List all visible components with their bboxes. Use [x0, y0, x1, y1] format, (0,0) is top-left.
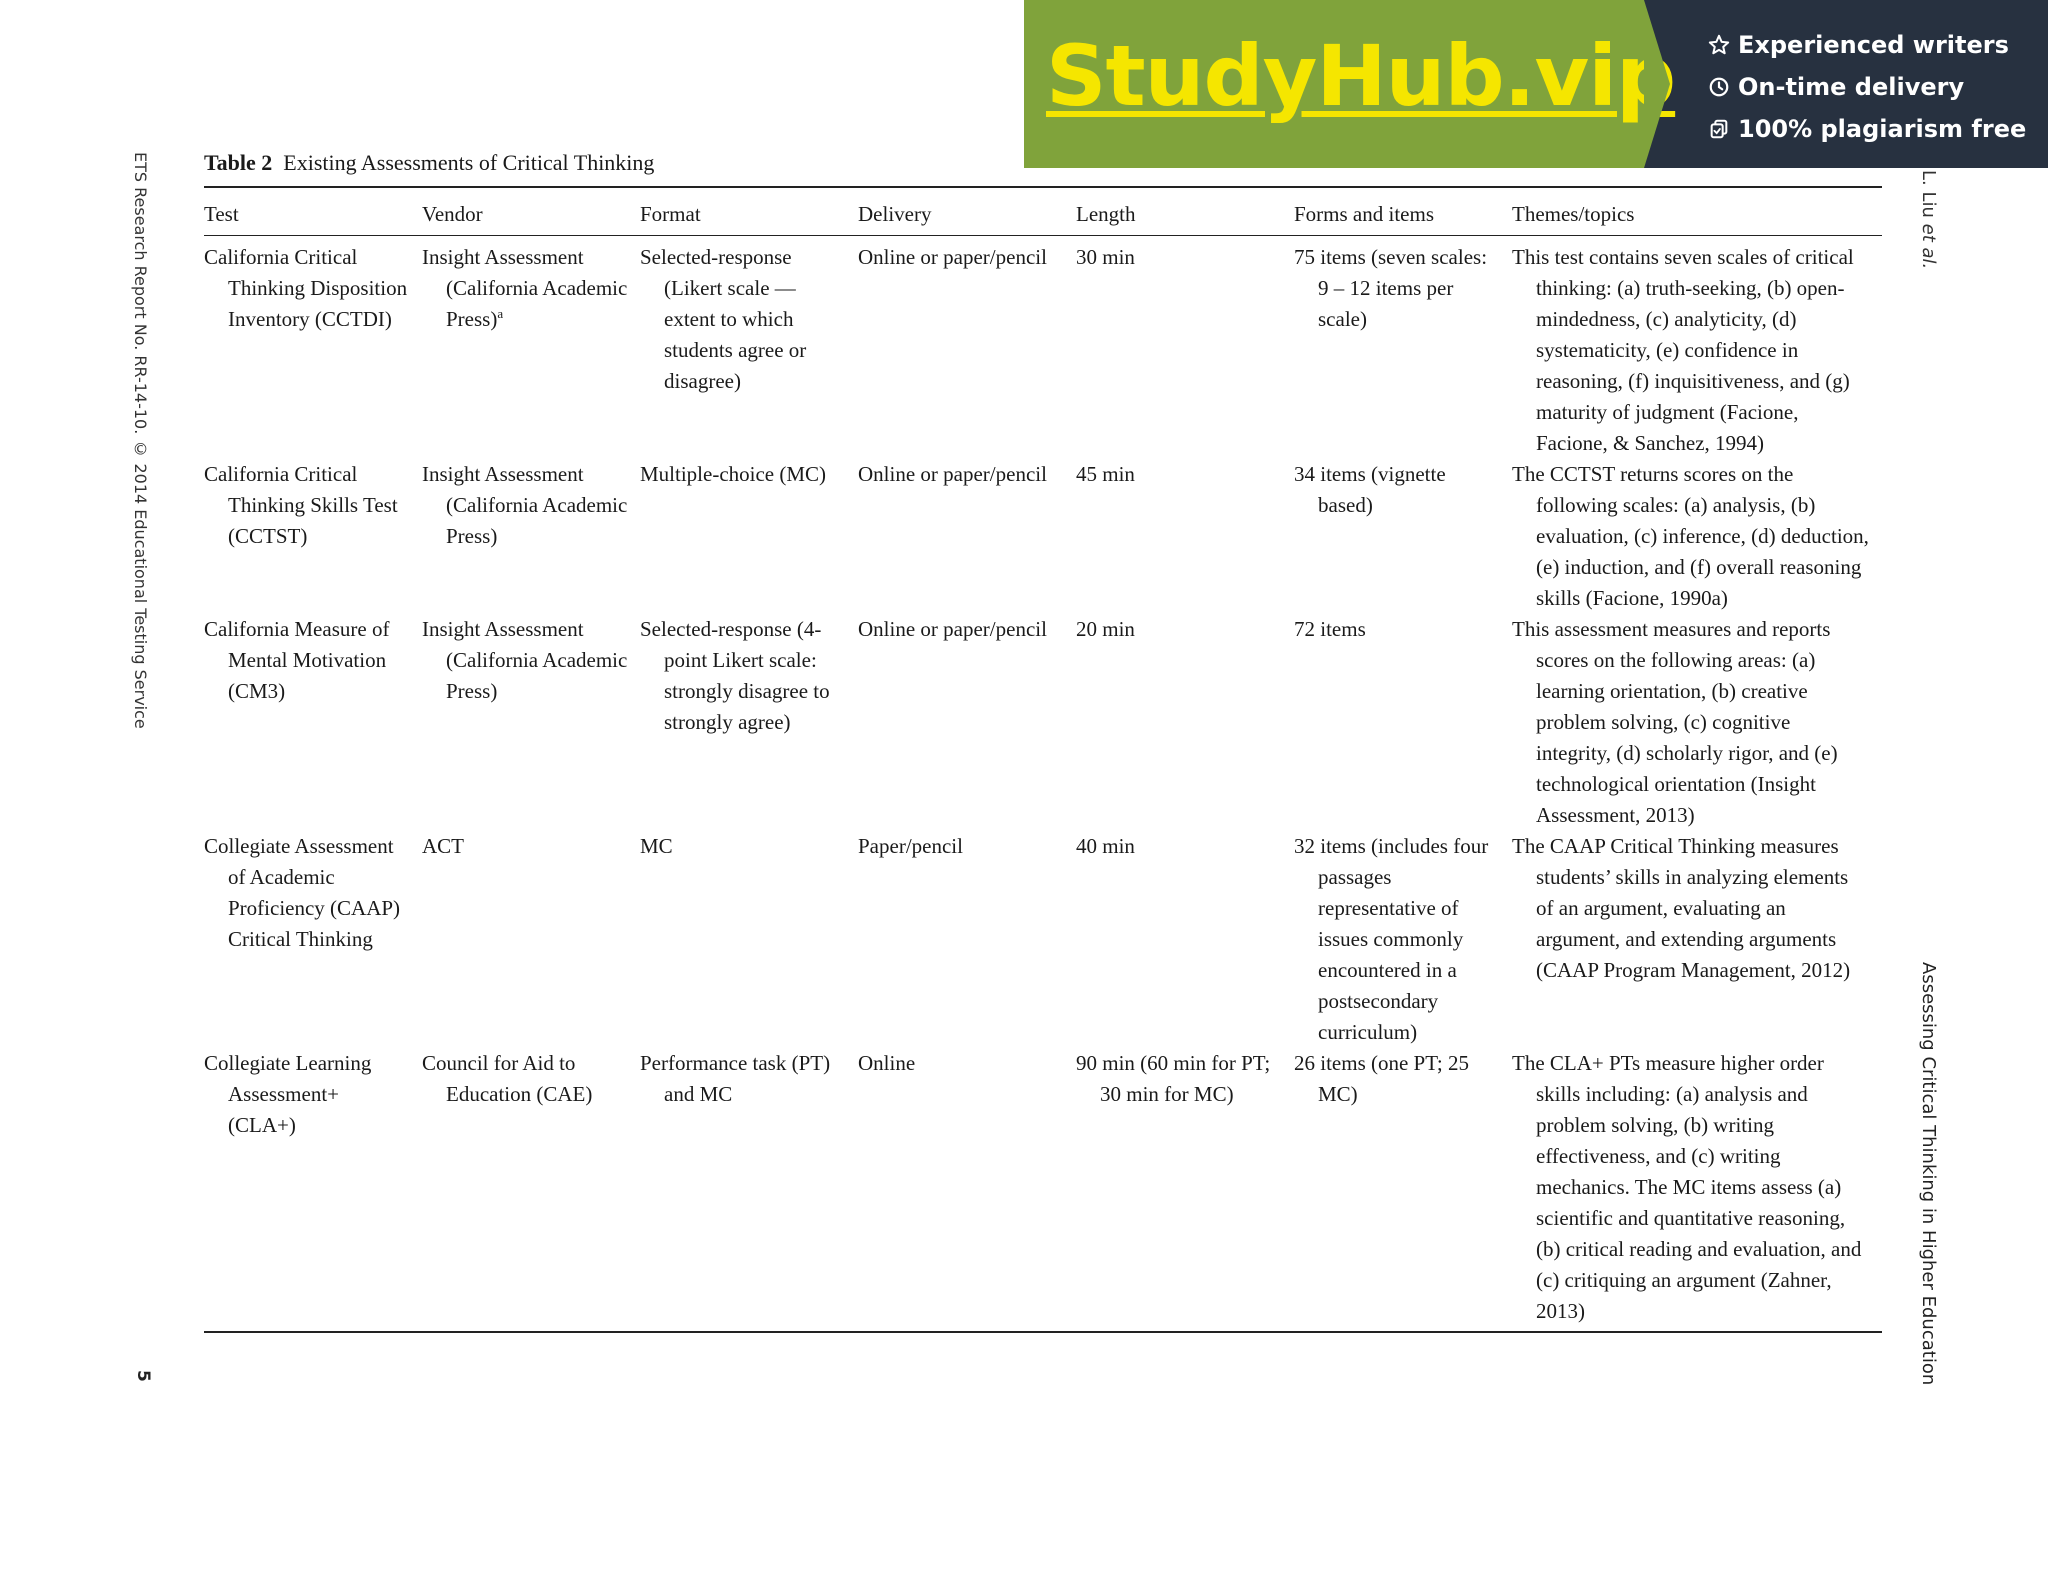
- cell-themes: This assessment measures and reports scores on the following areas: (a) learning orientation, (b) creative problem solving, (c) cognitive integrity, (d) scholarly rigor, and (e) technological orientation (Insight Assessment, 2013): [1512, 617, 1838, 827]
- cell-vendor: Council for Aid to Education (CAE): [422, 1051, 593, 1106]
- cell-test: California Critical Thinking Skills Test (CCTST): [204, 462, 398, 548]
- studyhub-logo[interactable]: StudyHub.vip: [1046, 27, 1676, 125]
- running-title: Assessing Critical Thinking in Higher Education: [1918, 962, 1939, 1386]
- table-row: [204, 1048, 1882, 1332]
- header-themes: Themes/topics: [1512, 202, 1635, 226]
- cell-test: Collegiate Learning Assessment+ (CLA+): [204, 1051, 372, 1137]
- cell-delivery: Online or paper/pencil: [858, 245, 1047, 269]
- author-name: L. Liu: [1918, 170, 1939, 218]
- author-running-head: [1918, 170, 1939, 269]
- left-margin: [131, 152, 151, 729]
- clock-icon: [1708, 76, 1730, 98]
- table-row: [204, 831, 1882, 1048]
- cell-themes: The CLA+ PTs measure higher order skills including: (a) analysis and problem solving, (b) writing effectiveness, and (c) writing mechanics. The MC items assess (a) scientific and quantitative reasoning, (b) critical reading and evaluation, and (c) critiquing an argument (Zahner, 2013): [1512, 1051, 1862, 1323]
- cell-length: 90 min (60 min for PT; 30 min for MC): [1076, 1051, 1271, 1106]
- cell-themes: This test contains seven scales of critical thinking: (a) truth-seeking, (b) open-mindedness, (c) analyticity, (d) systematicity, (e) confidence in reasoning, (f) inquisitiveness, and (g) maturity of judgment (Facione, Facione, & Sanchez, 1994): [1512, 245, 1854, 455]
- cell-format: Performance task (PT) and MC: [640, 1051, 831, 1106]
- report-footer: ETS Research Report No. RR-14-10. © 2014 Educational Testing Service: [131, 152, 150, 729]
- header-forms: Forms and items: [1294, 202, 1434, 226]
- assessments-table-wrapper: [204, 186, 1882, 1333]
- page-number: 5: [133, 1370, 153, 1382]
- banner-logo-panel: [1024, 0, 1676, 168]
- table-title: Existing Assessments of Critical Thinking: [283, 150, 655, 175]
- cell-test: California Measure of Mental Motivation (CM3): [204, 617, 390, 703]
- cell-delivery: Online or paper/pencil: [858, 617, 1047, 641]
- banner-feature-delivery: [1708, 66, 2026, 108]
- cell-delivery: Online: [858, 1051, 916, 1075]
- table-row: [204, 459, 1882, 614]
- cell-vendor: Insight Assessment (California Academic Press): [422, 462, 628, 548]
- table-header-row: [204, 187, 1882, 236]
- header-delivery: Delivery: [858, 202, 932, 226]
- cell-length: 40 min: [1076, 834, 1135, 858]
- banner-feature-writers: [1708, 24, 2026, 66]
- cell-vendor: [422, 242, 628, 335]
- banner-feature-label: 100% plagiarism free: [1738, 115, 2027, 143]
- cell-forms: 26 items (one PT; 25 MC): [1294, 1051, 1469, 1106]
- banner-feature-plagiarism: [1708, 108, 2026, 150]
- banner-feature-list: [1708, 24, 2026, 150]
- author-suffix: et al.: [1918, 223, 1939, 270]
- cell-format: Selected-response (4-point Likert scale: strongly disagree to strongly agree): [640, 617, 830, 734]
- table-label: Table 2: [204, 150, 273, 175]
- cell-length: 30 min: [1076, 245, 1135, 269]
- table-row: [204, 236, 1882, 460]
- header-vendor: Vendor: [422, 202, 483, 226]
- banner-feature-label: Experienced writers: [1738, 31, 2009, 59]
- cell-forms: 75 items (seven scales: 9 – 12 items per scale): [1294, 245, 1488, 331]
- banner-arrow-shape: [1644, 0, 1670, 168]
- cell-themes: The CCTST returns scores on the following scales: (a) analysis, (b) evaluation, (c) inference, (d) deduction, (e) induction, and (f) overall reasoning skills (Facione, 1990a): [1512, 462, 1869, 610]
- cell-delivery: Online or paper/pencil: [858, 462, 1047, 486]
- header-test: Test: [204, 202, 239, 226]
- cell-vendor: ACT: [422, 834, 464, 858]
- cell-vendor: Insight Assessment (California Academic Press): [422, 617, 628, 703]
- cell-test: Collegiate Assessment of Academic Proficiency (CAAP) Critical Thinking: [204, 834, 401, 951]
- copy-icon: [1708, 118, 1730, 140]
- table-row: [204, 614, 1882, 831]
- vendor-text: Insight Assessment (California Academic Press): [422, 245, 628, 331]
- star-icon: [1708, 34, 1730, 56]
- cell-forms: 34 items (vignette based): [1294, 462, 1446, 517]
- cell-format: Selected-response (Likert scale — extent to which students agree or disagree): [640, 245, 807, 393]
- cell-length: 45 min: [1076, 462, 1135, 486]
- banner-feature-label: On-time delivery: [1738, 73, 1965, 101]
- cell-forms: 72 items: [1294, 617, 1366, 641]
- table-caption: [204, 146, 654, 180]
- header-format: Format: [640, 202, 701, 226]
- cell-delivery: Paper/pencil: [858, 834, 963, 858]
- cell-format: Multiple-choice (MC): [640, 462, 827, 486]
- assessments-table: [204, 186, 1882, 1333]
- cell-test: California Critical Thinking Disposition Inventory (CCTDI): [204, 245, 408, 331]
- cell-length: 20 min: [1076, 617, 1135, 641]
- cell-forms: 32 items (includes four passages representative of issues commonly encountered in a postsecondary curriculum): [1294, 834, 1489, 1044]
- ad-banner[interactable]: [1024, 0, 2048, 168]
- vendor-footnote-marker: a: [497, 306, 504, 321]
- cell-format: MC: [640, 834, 673, 858]
- cell-themes: The CAAP Critical Thinking measures students’ skills in analyzing elements of an argument, evaluating an argument, and extending arguments (CAAP Program Management, 2012): [1512, 834, 1851, 982]
- header-length: Length: [1076, 202, 1136, 226]
